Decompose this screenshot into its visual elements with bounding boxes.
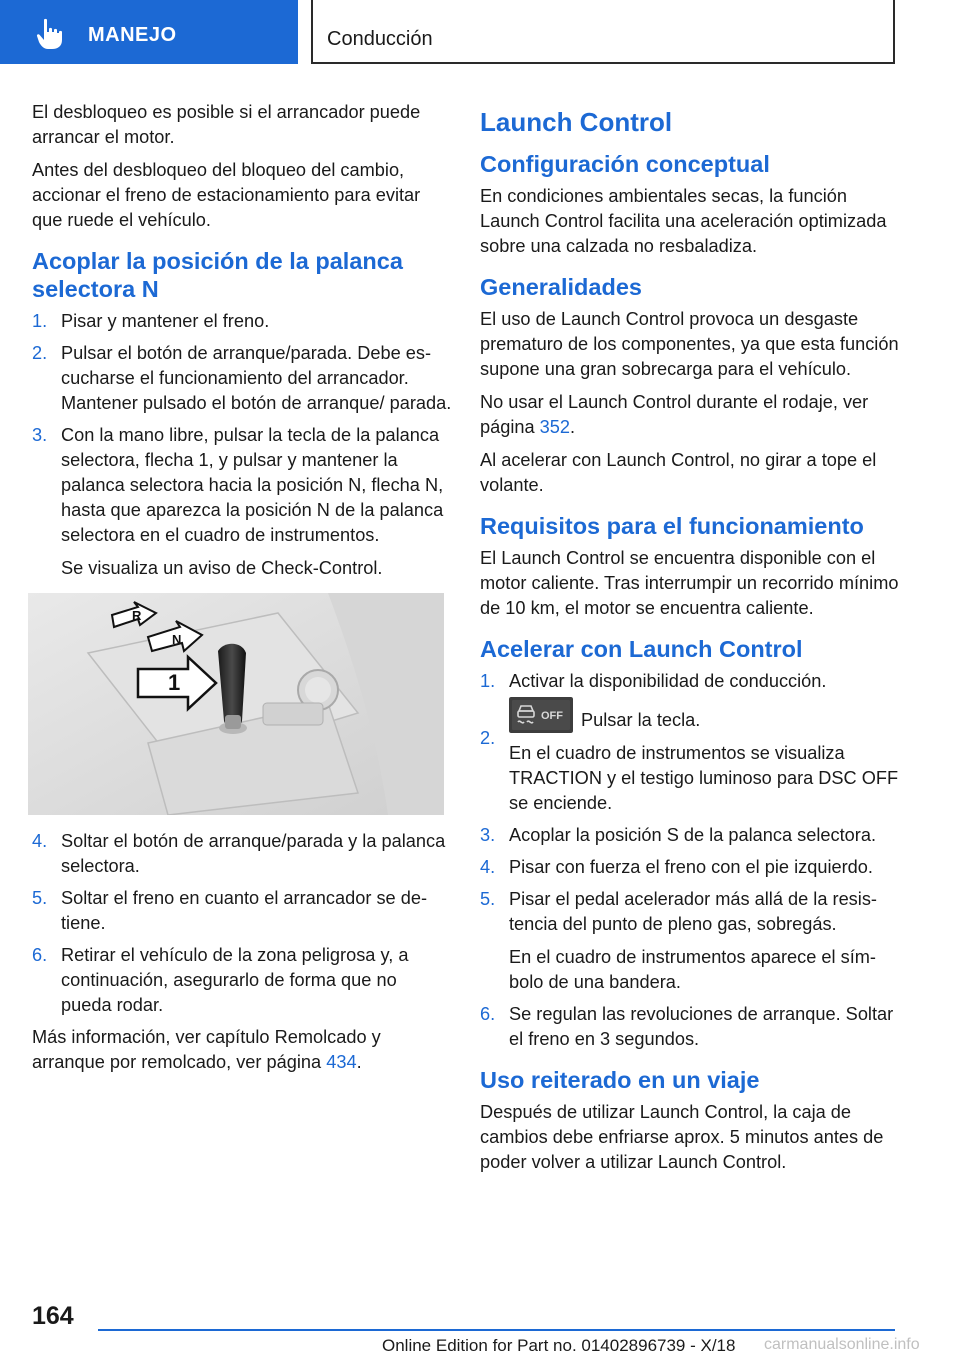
paragraph-requirements: El Launch Control se encuentra disponible con el motor caliente. Tras interrumpir un recorrido mínimo de 10 km, el motor se encuentra caliente. bbox=[480, 548, 899, 618]
chapter-title: Conducción bbox=[327, 28, 433, 50]
steps-accelerate bbox=[480, 669, 900, 1052]
paragraph-general-running-in: No usar el Launch Control durante el rodaje, ver página 352. bbox=[480, 392, 869, 437]
watermark: carmanualsonline.info bbox=[764, 1336, 920, 1353]
heading-launch-control: Launch Control bbox=[480, 107, 673, 137]
arrow-n-label: N bbox=[172, 632, 182, 647]
list-item: 4. Pisar con fuerza el freno con el pie izquierdo. bbox=[480, 857, 873, 878]
footer-edition: Online Edition for Part no. 01402896739 - X/18 bbox=[382, 1336, 736, 1355]
right-column bbox=[480, 100, 900, 1183]
page-link-352[interactable]: 352 bbox=[539, 417, 571, 437]
list-item: 6. Retirar el vehículo de la zona peligrosa y, a continuación, asegurarlo de forma que no pueda rodar. bbox=[32, 945, 409, 1015]
heading-requirements: Requisitos para el funcionamiento bbox=[480, 513, 864, 539]
heading-neutral-position: Acoplar la posición de la palanca selectora N bbox=[32, 248, 403, 302]
list-item: 2. Pulsar el botón de arranque/parada. Debe escucharse el funcionamiento del arrancador. Mantener pulsado el botón de arranque/ parada. bbox=[32, 343, 452, 413]
pointing-hand-icon bbox=[36, 18, 66, 50]
paragraph-more-info: Más información, ver capítulo Remolcado y arranque por remolcado, ver página 434. bbox=[32, 1027, 381, 1072]
page-number: 164 bbox=[32, 1302, 74, 1330]
list-item: 1. Pisar y mantener el freno. bbox=[32, 311, 270, 331]
paragraph-general-steering: Al acelerar con Launch Control, no girar a tope el volante. bbox=[480, 450, 877, 495]
arrow-1-label: 1 bbox=[168, 670, 181, 695]
check-control-note: Se visualiza un aviso de Check-Control. bbox=[61, 558, 383, 578]
section-title: MANEJO bbox=[88, 24, 177, 46]
list-item: 5. Pisar el pedal acelerador más allá de la resistencia del punto de pleno gas, sobregás. En el cuadro de instrumentos aparece el símbolo de una bandera. bbox=[480, 889, 877, 993]
heading-repeat-use: Uso reiterado en un viaje bbox=[480, 1067, 760, 1094]
list-item: 2. OFF Pulsar la tecla. En el cuadro de instrumentos se visualiza TRACTION y el testigo luminoso para DSC OFF se enciende. bbox=[480, 706, 900, 816]
steps-neutral-a bbox=[32, 309, 452, 581]
list-item: 3. Con la mano libre, pulsar la tecla de la palanca selectora, flecha 1, y pulsar y mantener la palanca selectora hacia la posición N, flecha N, hasta que aparezca la posición N de la palanca selectora en el cuadro de instrumentos. Se visualiza un aviso de Check-Control. bbox=[32, 423, 452, 581]
arrow-r-label: R bbox=[132, 608, 142, 623]
gear-selector-photo bbox=[28, 593, 444, 815]
heading-accelerate: Acelerar con Launch Control bbox=[480, 636, 803, 662]
list-item: 4. Soltar el botón de arranque/parada y la palanca selectora. bbox=[32, 831, 446, 876]
heading-general: Generalidades bbox=[480, 274, 642, 300]
paragraph-repeat-use: Después de utilizar Launch Control, la caja de cambios debe enfriarse aprox. 5 minutos antes de poder volver a utilizar Launch Control. bbox=[480, 1102, 884, 1173]
left-column bbox=[32, 100, 452, 1083]
list-item: 3. Acoplar la posición S de la palanca selectora. bbox=[480, 825, 877, 846]
list-item: 5. Soltar el freno en cuanto el arrancador se detiene. bbox=[32, 888, 427, 933]
page-link-434[interactable]: 434 bbox=[326, 1052, 357, 1072]
list-item: 6. Se regulan las revoluciones de arranque. Soltar el freno en 3 segundos. bbox=[480, 1004, 894, 1050]
footer-divider bbox=[98, 1329, 895, 1331]
dsc-off-button-icon bbox=[509, 697, 573, 733]
heading-concept: Configuración conceptual bbox=[480, 151, 770, 177]
paragraph-parking-brake: Antes del desbloqueo del bloqueo del cambio, accionar el freno de estacionamiento para evitar que ruede el vehículo. bbox=[32, 160, 421, 230]
paragraph-unlock: El desbloqueo es posible si el arrancador puede arrancar el motor. bbox=[32, 102, 421, 147]
list-item: 1. Activar la disponibilidad de conducción. bbox=[480, 671, 827, 691]
dsc-off-label: OFF bbox=[541, 710, 563, 723]
paragraph-concept: En condiciones ambientales secas, la función Launch Control facilita una aceleración optimizada sobre una calzada no resbaladiza. bbox=[480, 186, 887, 256]
steps-neutral-b bbox=[32, 829, 452, 1018]
chapter-header bbox=[311, 0, 895, 64]
paragraph-general-wear: El uso de Launch Control provoca un desgaste prematuro de los componentes, ya que esta función supone una gran sobrecarga para el vehículo. bbox=[480, 309, 899, 379]
section-tab bbox=[0, 0, 298, 64]
